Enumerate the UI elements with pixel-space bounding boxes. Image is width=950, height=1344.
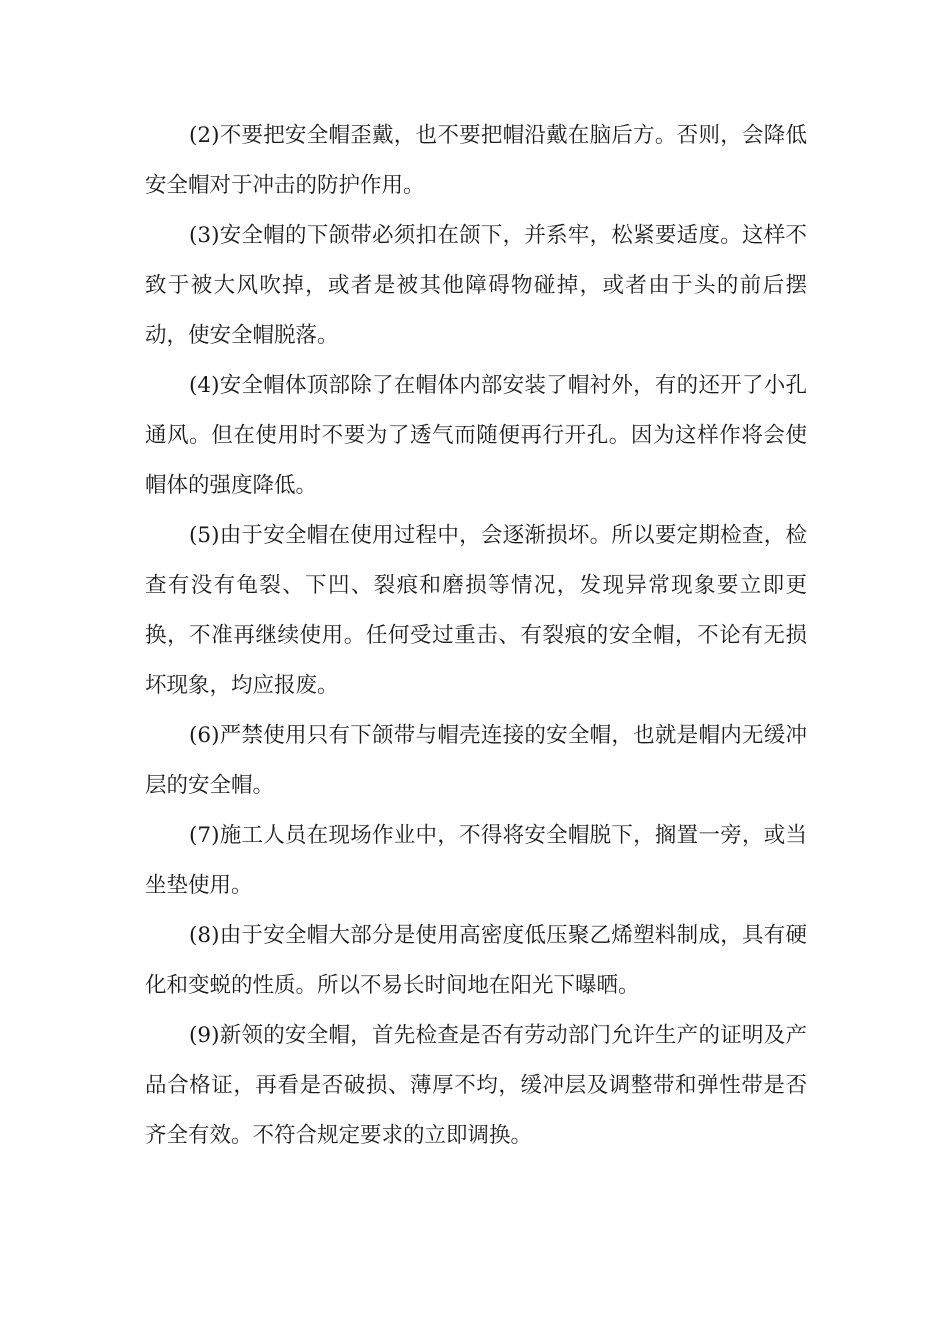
paragraph-item-2: (2)不要把安全帽歪戴，也不要把帽沿戴在脑后方。否则，会降低安全帽对于冲击的防护作用。 [145,123,807,198]
paragraph-item-7: (7)施工人员在现场作业中，不得将安全帽脱下，搁置一旁，或当坐垫使用。 [145,823,807,898]
paragraph-item-3: (3)安全帽的下颌带必须扣在颌下，并系牢，松紧要适度。这样不致于被大风吹掉，或者是被其他障碍物碰掉，或者由于头的前后摆动，使安全帽脱落。 [145,223,807,348]
paragraph-item-8: (8)由于安全帽大部分是使用高密度低压聚乙烯塑料制成，具有硬化和变蜕的性质。所以不易长时间地在阳光下曝晒。 [145,923,807,998]
paragraph-item-5: (5)由于安全帽在使用过程中，会逐渐损坏。所以要定期检查，检查有没有龟裂、下凹、裂痕和磨损等情况，发现异常现象要立即更换，不准再继续使用。任何受过重击、有裂痕的安全帽，不论有无损坏现象，均应报废。 [145,523,807,698]
paragraph-item-9: (9)新领的安全帽，首先检查是否有劳动部门允许生产的证明及产品合格证，再看是否破损、薄厚不均，缓冲层及调整带和弹性带是否齐全有效。不符合规定要求的立即调换。 [145,1023,807,1148]
paragraph-item-4: (4)安全帽体顶部除了在帽体内部安装了帽衬外，有的还开了小孔通风。但在使用时不要为了透气而随便再行开孔。因为这样作将会使帽体的强度降低。 [145,373,807,498]
paragraph-item-6: (6)严禁使用只有下颌带与帽壳连接的安全帽，也就是帽内无缓冲层的安全帽。 [145,723,807,798]
document-body [145,111,807,1161]
